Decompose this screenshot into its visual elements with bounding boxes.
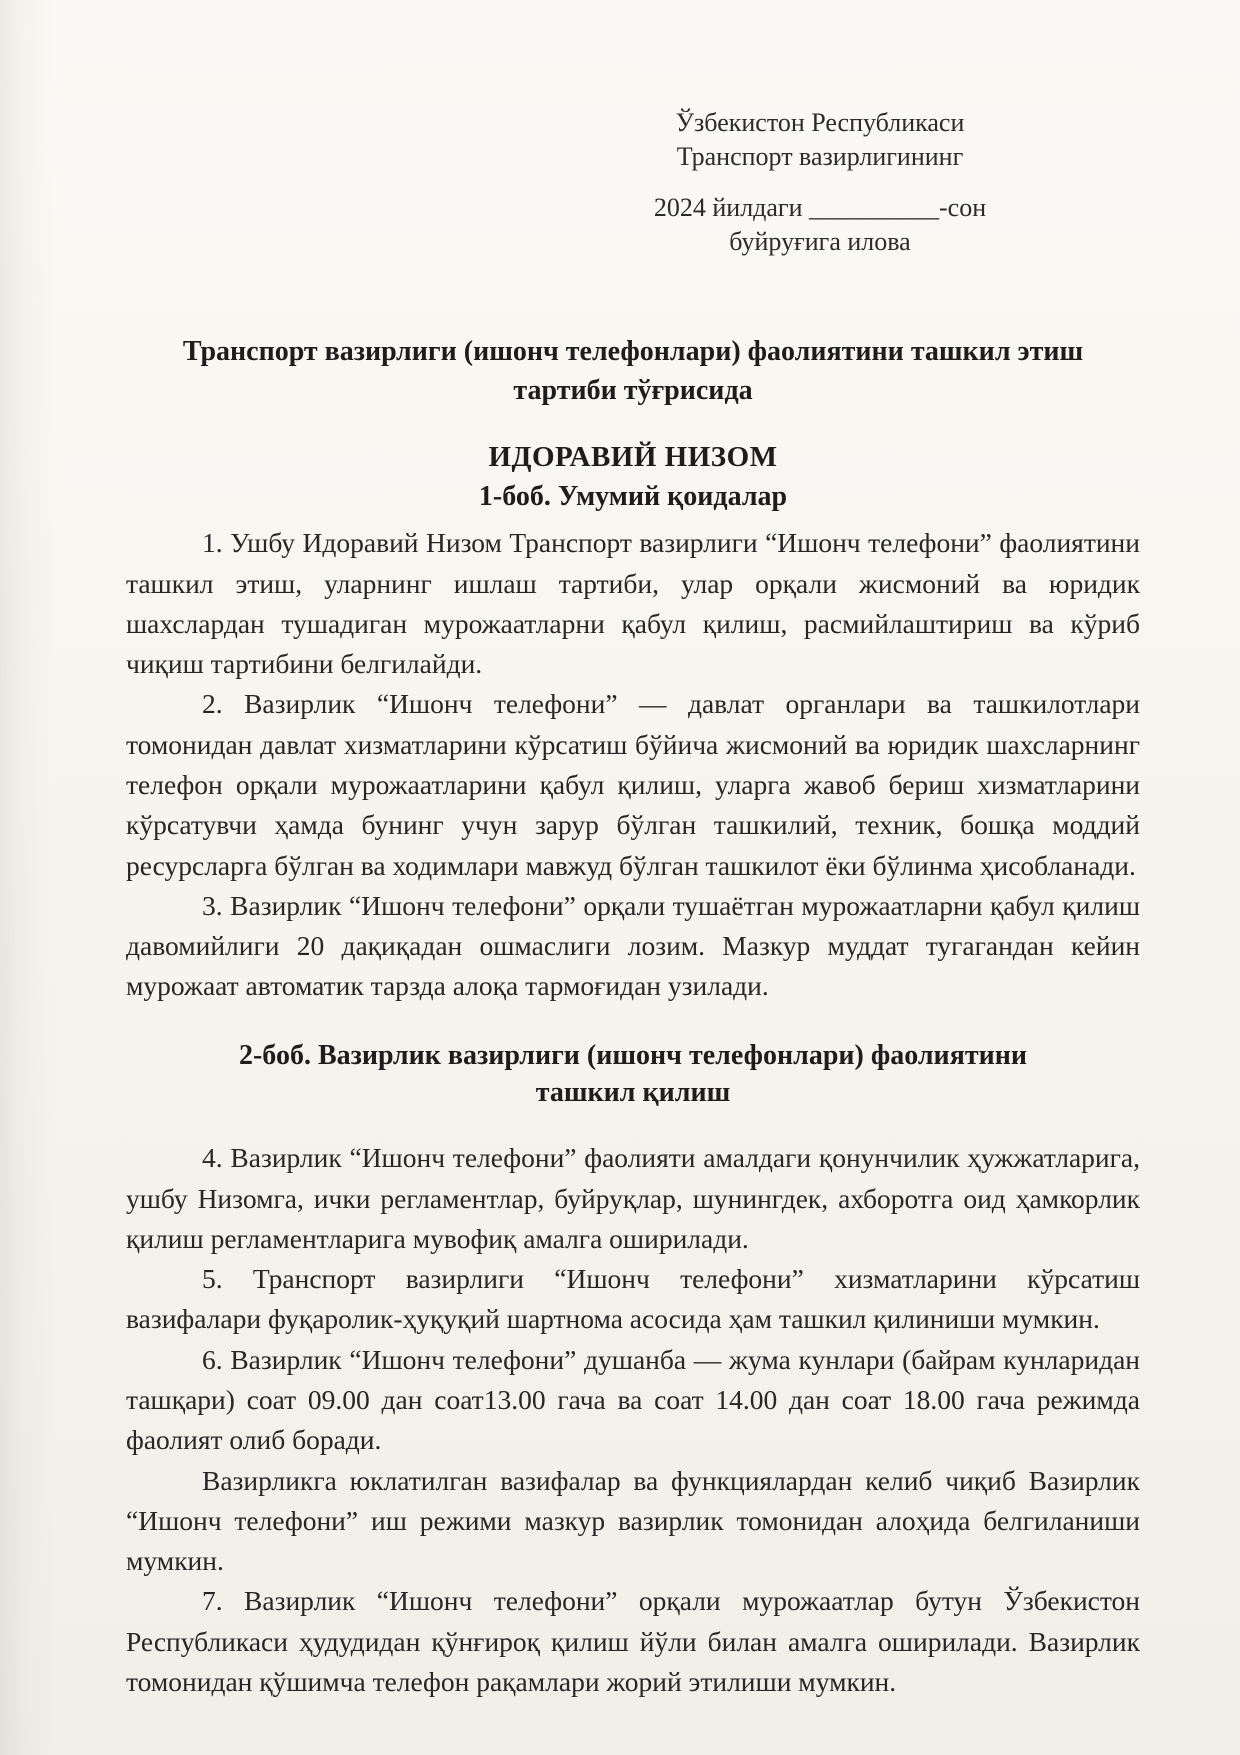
paragraph-4: 4. Вазирлик “Ишонч телефони” фаолияти амалдаги қонунчилик ҳужжатларига, ушбу Низомга, ички регламентлар, буйруқлар, шунингдек, ахборотга оид ҳамкорлик қилиш регламентларига мувофиқ амалга оширилади. [126, 1142, 1140, 1254]
paragraph-1: 1. Ушбу Идоравий Низом Транспорт вазирлиги “Ишонч телефони” фаолиятини ташкил этиш, уларнинг ишлаш тартиби, улар орқали жисмоний ва юридик шахслардан тушадиган мурожаатларни қабул қилиш, расмийлаштириш ва кўриб чиқиш тартибини белгилайди. [126, 527, 1140, 680]
paragraph-3: 3. Вазирлик “Ишонч телефони” орқали тушаётган мурожаатларни қабул қилиш давомийлиги 20 дақиқадан ошмаслиги лозим. Мазкур муддат тугагандан кейин мурожаат автоматик тарзда алоқа тармоғидан узилади. [126, 889, 1140, 1002]
doc-type-heading: ИДОРАВИЙ НИЗОМ [488, 440, 778, 473]
paragraph-7: 7. Вазирлик “Ишонч телефони” орқали мурожаатлар бутун Ўзбекистон Республикаси ҳудудидан қўнғироқ қилиш йўли билан амалга оширилади. Вазирлик томонидан қўшимча телефон рақамлари жорий этилиши мумкин. [126, 1585, 1140, 1697]
approval-line-ministry: Транспорт вазирлигининг [676, 142, 964, 172]
paragraph-6: 6. Вазирлик “Ишонч телефони” душанба — жума кунлари (байрам кунларидан ташқари) соат 09.00 дан соат13.00 гача ва соат 14.00 дан соат 18.00 гача режимда фаолият олиб боради. [126, 1343, 1140, 1456]
paragraph-2: 2. Вазирлик “Ишонч телефони” — давлат органлари ва ташкилотлари томонидан давлат хизматларини кўрсатиш бўйича жисмоний ва юридик шахсларнинг телефон орқали мурожаатларини қабул қилиш, уларга жавоб бериш хизматларини кўрсатувчи ҳамда бунинг учун зарур бўлган ташкилий, техник, бошқа моддий ресурсларга бўлган ва ходимлари мавжуд бўлган ташкилот ёки бўлинма ҳисобланади. [126, 688, 1140, 881]
document-title: Транспорт вазирлиги (ишонч телефонлари) фаолиятини ташкил этиш тартиби тўғрисида [182, 336, 1084, 406]
paragraph-6-continued: Вазирликга юклатилган вазифалар ва функциялардан келиб чиқиб Вазирлик “Ишонч телефони” иш режими мазкур вазирлик томонидан алоҳида белгиланиши мумкин. [126, 1464, 1140, 1577]
chapter-2-body [126, 1138, 1140, 1702]
approval-line-country: Ўзбекистон Республикаси [675, 108, 965, 137]
chapter-1-heading: 1-боб. Умумий қоидалар [478, 480, 788, 512]
chapter-2-heading: 2-боб. Вазирлик вазирлиги (ишонч телефонлари) фаолиятини ташкил қилиш [238, 1039, 1027, 1109]
approval-block [628, 106, 1012, 259]
approval-line-annex: буйруғига илова [729, 226, 911, 256]
approval-gap [628, 175, 1012, 191]
approval-line-order-number: 2024 йилдаги __________-сон [653, 192, 987, 222]
chapter-1-body [126, 523, 1140, 1006]
paragraph-5: 5. Транспорт вазирлиги “Ишонч телефони” хизматларини кўрсатиш вазифалари фуқаролик-ҳуқуқий шартнома асосида ҳам ташкил қилиниши мумкин. [126, 1263, 1140, 1335]
